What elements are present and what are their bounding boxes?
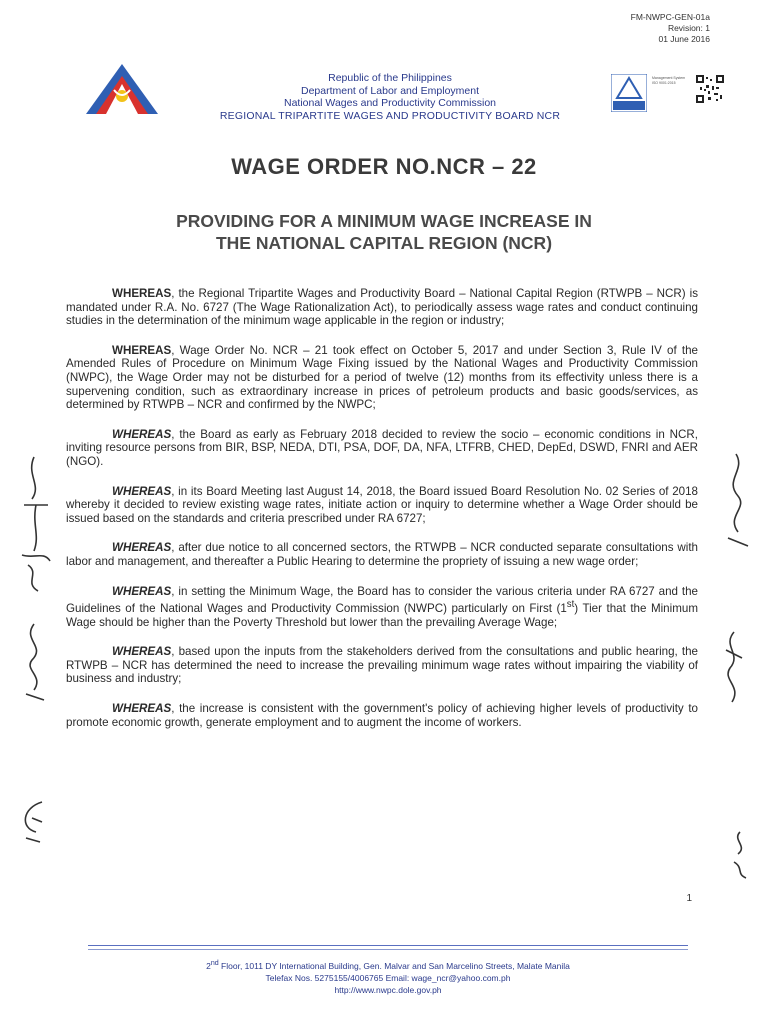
- signature-left-3: [12, 798, 52, 844]
- form-code-number: FM-NWPC-GEN-01a: [630, 12, 710, 22]
- header-dole: Department of Labor and Employment: [300, 84, 479, 97]
- footer: [80, 957, 696, 996]
- paragraph: [66, 702, 698, 729]
- paragraph-text: , the Regional Tripartite Wages and Productivity Board – National Capital Region (RTWPB – NCR) is mandated under R.A. No. 6727 (The Wage Rationalization Act), to periodically assess wage rates and conduct continuing studies in the determination of the minimum wage applicable in the region or industry;: [66, 287, 698, 328]
- iso-text: Management System ISO 9001:2015: [652, 76, 686, 85]
- paragraph-lead: WHEREAS: [112, 287, 172, 300]
- paragraph-lead: WHEREAS: [112, 645, 172, 659]
- page-number: 1: [686, 893, 692, 904]
- paragraph-lead: WHEREAS: [112, 701, 172, 715]
- footer-website[interactable]: http://www.nwpc.dole.gov.ph: [334, 984, 442, 995]
- signature-left-1: [14, 455, 58, 595]
- iso-certification-icon: [611, 74, 647, 112]
- paragraph-text: , after due notice to all concerned sectors, the RTWPB – NCR conducted separate consultations with labor and management, and thereafter a Public Hearing to determine the propriety of issuing a new wage order;: [66, 541, 698, 568]
- document-body: [66, 287, 698, 745]
- form-code-date: 01 June 2016: [658, 34, 710, 44]
- paragraph-text: , in its Board Meeting last August 14, 2018, the Board issued Board Resolution No. 02 Series of 2018 whereby it decided to review existing wage rates, initiate action or inquiry to determine whether a Wage Order should be issued based on the standards and criteria prescribed under RA 6727;: [66, 484, 698, 525]
- signature-right-3: [728, 828, 752, 880]
- header-republic: Republic of the Philippines: [328, 72, 452, 84]
- signature-right-1: [716, 450, 756, 550]
- paragraph-lead: WHEREAS: [112, 541, 172, 555]
- page-title: WAGE ORDER NO.NCR – 22: [231, 154, 537, 179]
- qr-code-icon: [696, 75, 724, 103]
- footer-divider: [88, 945, 688, 946]
- agency-header: [200, 72, 580, 122]
- form-code-revision: Revision: 1: [667, 23, 710, 33]
- paragraph: [66, 287, 698, 328]
- subtitle-line-2: THE NATIONAL CAPITAL REGION (NCR): [215, 233, 553, 253]
- paragraph-text: ) Tier that the Minimum Wage should be higher than the Poverty Threshold but lower than the prevailing Average Wage;: [66, 601, 698, 629]
- footer-contact: Telefax Nos. 5275155/4006765 Email: wage_ncr@yahoo.com.ph: [265, 972, 511, 983]
- paragraph-text: , based upon the inputs from the stakeholders derived from the consultations and public hearing, the RTWPB – NCR has determined the need to increase the prevailing minimum wage rates without impairing the viability of business and industry;: [66, 645, 698, 686]
- footer-address: 2nd Floor, 1011 DY International Building, Gen. Malvar and San Marcelino Streets, Malate Manila: [206, 959, 570, 971]
- paragraph: [66, 541, 698, 568]
- paragraph: [66, 344, 698, 412]
- footer-divider: [88, 949, 688, 950]
- form-code: [631, 12, 710, 45]
- paragraph: [66, 428, 698, 469]
- paragraph-text: , Wage Order No. NCR – 21 took effect on October 5, 2017 and under Section 3, Rule IV of the Amended Rules of Procedure on Minimum Wage Fixing issued by the National Wages and Productivity Commission (NWPC), the Wage Order may not be disturbed for a period of twelve (12) months from its effectivity unless there is a supervening condition, such as extraordinary increase in prices of petroleum products and basic goods/services, as determined by RTWPB – NCR and confirmed by the NWPC;: [66, 343, 698, 412]
- dole-logo: [84, 62, 160, 116]
- paragraph: [66, 585, 698, 630]
- paragraph-lead: WHEREAS: [112, 427, 172, 441]
- paragraph-text: , in setting the Minimum Wage, the Board has to consider the various criteria under RA 6727 and the Guidelines of the National Wages and Productivity Commission (NWPC) particularly on First (1: [66, 584, 698, 615]
- superscript: st: [566, 599, 575, 611]
- signature-left-2: [16, 620, 52, 710]
- paragraph-lead: WHEREAS: [112, 484, 172, 498]
- header-nwpc: National Wages and Productivity Commission: [283, 97, 497, 109]
- paragraph-text: , the increase is consistent with the government's policy of achieving higher levels of productivity to promote economic growth, generate employment and to augment the income of workers.: [66, 701, 698, 729]
- paragraph-lead: WHEREAS: [112, 343, 172, 357]
- paragraph: [66, 645, 698, 686]
- paragraph-text: , the Board as early as February 2018 decided to review the socio – economic conditions in NCR, inviting resource persons from BIR, BSP, NEDA, DTI, PSA, DOF, DA, NFA, LTFRB, CHED, DepEd, DSWD, FNRI and AER (NGO).: [66, 427, 698, 468]
- paragraph: [66, 485, 698, 526]
- paragraph-lead: WHEREAS: [112, 584, 172, 598]
- document-subtitle: [100, 210, 668, 254]
- signature-right-2: [712, 628, 752, 708]
- subtitle-line-1: PROVIDING FOR A MINIMUM WAGE INCREASE IN: [176, 211, 592, 231]
- header-rtwpb: REGIONAL TRIPARTITE WAGES AND PRODUCTIVITY BOARD NCR: [219, 109, 561, 122]
